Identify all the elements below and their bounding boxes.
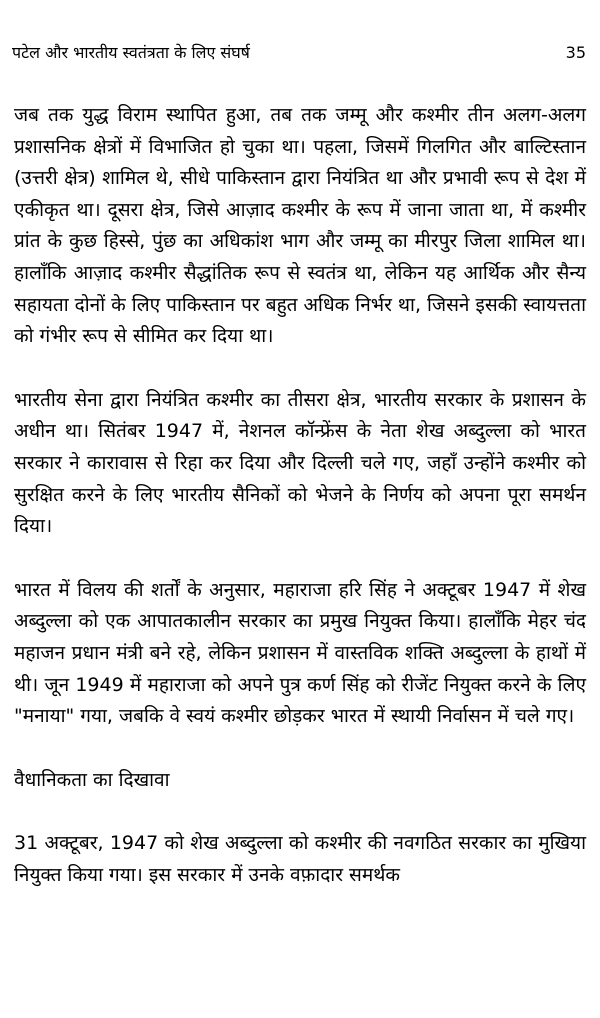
paragraph-accession-terms: भारत में विलय की शर्तों के अनुसार, महाराजा हरि सिंह ने अक्टूबर 1947 में शेख अब्दुल्ला को एक आपातकालीन सरकार का प्रमुख नियुक्त किया। हालाँकि मेहर चंद महाजन प्रधान मंत्री बने रहे, लेकिन प्रशासन में वास्तविक शक्ति अब्दुल्ला के हाथों में थी। जून 1949 में महाराजा को अपने पुत्र कर्ण सिंह को रीजेंट नियुक्त करने के लिए "मनाया" गया, जबकि वे स्वयं कश्मीर छोड़कर भारत में स्थायी निर्वासन में चले गए। bbox=[14, 578, 586, 728]
paragraph-third-region: भारतीय सेना द्वारा नियंत्रित कश्मीर का तीसरा क्षेत्र, भारतीय सरकार के प्रशासन के अधीन था। सितंबर 1947 में, नेशनल कॉन्फ्रेंस के नेता शेख अब्दुल्ला को भारत सरकार ने कारावास से रिहा कर दिया और दिल्ली चले गए, जहाँ उन्होंने कश्मीर को सुरक्षित करने के लिए भारतीय सैनिकों को भेजने के निर्णय को अपना पूरा समर्थन दिया। bbox=[14, 388, 586, 538]
page-number: 35 bbox=[565, 42, 586, 62]
page-body bbox=[14, 100, 586, 923]
paragraph-ceasefire-regions: जब तक युद्ध विराम स्थापित हुआ, तब तक जम्मू और कश्मीर तीन अलग-अलग प्रशासनिक क्षेत्रों में विभाजित हो चुका था। पहला, जिसमें गिलगित और बाल्टिस्तान (उत्तरी क्षेत्र) शामिल थे, सीधे पाकिस्तान द्वारा नियंत्रित था और प्रभावी रूप से देश में एकीकृत था। दूसरा क्षेत्र, जिसे आज़ाद कश्मीर के रूप में जाना जाता था, में कश्मीर प्रांत के कुछ हिस्से, पुंछ का अधिकांश भाग और जम्मू का मीरपुर जिला शामिल था। हालाँकि आज़ाद कश्मीर सैद्धांतिक रूप से स्वतंत्र था, लेकिन यह आर्थिक और सैन्य सहायता दोनों के लिए पाकिस्तान पर बहुत अधिक निर्भर था, जिसने इसकी स्वायत्तता को गंभीर रूप से सीमित कर दिया था। bbox=[14, 104, 587, 348]
running-title: पटेल और भारतीय स्वतंत्रता के लिए संघर्ष bbox=[12, 43, 250, 62]
running-header bbox=[12, 40, 586, 64]
section-heading: वैधानिकता का दिखावा bbox=[14, 768, 170, 791]
paragraph-new-government: 31 अक्टूबर, 1947 को शेख अब्दुल्ला को कश्मीर की नवगठित सरकार का मुखिया नियुक्त किया गया। इस सरकार में उनके वफ़ादार समर्थक bbox=[14, 832, 586, 886]
